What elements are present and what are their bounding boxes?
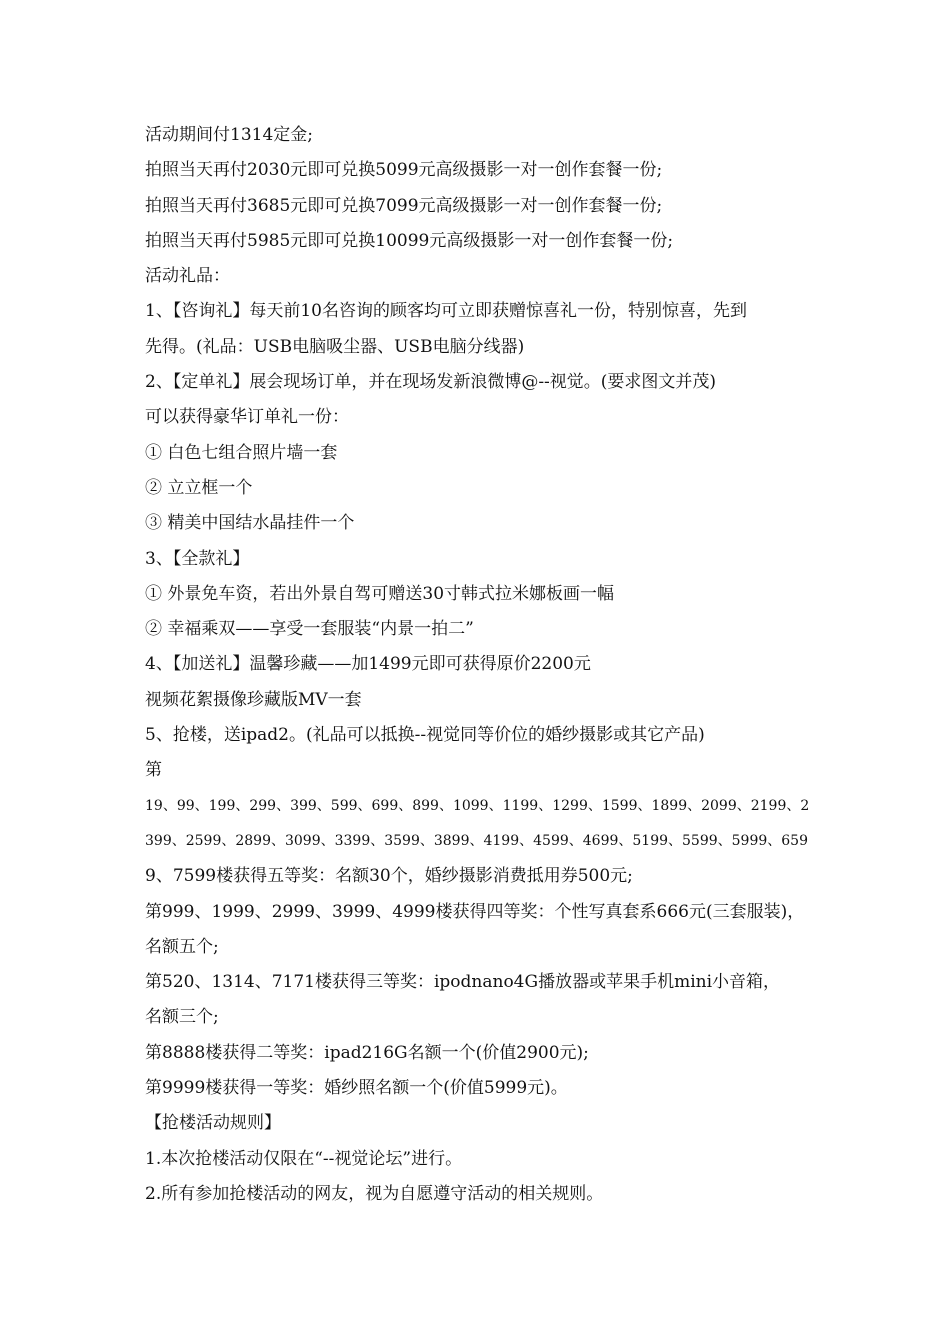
full-payment-gift-item-1: ① 外景免车资，若出外景自驾可赠送30寸韩式拉米娜板画一幅 xyxy=(145,583,615,604)
package-line-1: 拍照当天再付2030元即可兑换5099元高级摄影一对一创作套餐一份; xyxy=(145,160,663,181)
fifth-prize-line-2: 19、99、199、299、399、599、699、899、1099、1199、1299、1599、1899、2099、2199、2 xyxy=(145,797,810,814)
rule-1: 1.本次抢楼活动仅限在“--视觉论坛”进行。 xyxy=(145,1148,463,1169)
third-prize-line-2: 名额三个; xyxy=(145,1007,219,1028)
order-gift-item-2: ② 立立框一个 xyxy=(145,477,253,498)
gifts-heading: 活动礼品： xyxy=(145,266,230,287)
order-gift-item-1: ① 白色七组合照片墙一套 xyxy=(145,442,338,463)
deposit-line: 活动期间付1314定金; xyxy=(145,125,313,145)
consult-gift-line-2: 先得。(礼品：USB电脑吸尘器、USB电脑分线器) xyxy=(145,336,525,357)
rule-2: 2.所有参加抢楼活动的网友，视为自愿遵守活动的相关规则。 xyxy=(145,1183,604,1204)
fourth-prize-line-1: 第999、1999、2999、3999、4999楼获得四等奖：个性写真套系666元(三套服装)， xyxy=(145,901,805,922)
fourth-prize-line-2: 名额五个; xyxy=(145,936,219,957)
order-gift-item-3: ③ 精美中国结水晶挂件一个 xyxy=(145,513,355,534)
bonus-gift-line-1: 4、【加送礼】温馨珍藏——加1499元即可获得原价2200元 xyxy=(145,654,591,675)
third-prize-line-1: 第520、1314、7171楼获得三等奖：ipodnano4G播放器或苹果手机mini小音箱， xyxy=(145,972,781,993)
floor-grab-line: 5、抢楼，送ipad2。(礼品可以抵换--视觉同等价位的婚纱摄影或其它产品) xyxy=(145,725,705,746)
rules-heading: 【抢楼活动规则】 xyxy=(145,1113,281,1134)
fifth-prize-line-4: 9、7599楼获得五等奖：名额30个，婚纱摄影消费抵用券500元; xyxy=(145,866,633,887)
full-payment-gift-item-2: ② 幸福乘双——享受一套服装“内景一拍二” xyxy=(145,619,474,640)
package-line-3: 拍照当天再付5985元即可兑换10099元高级摄影一对一创作套餐一份; xyxy=(145,230,674,251)
second-prize-line: 第8888楼获得二等奖：ipad216G名额一个(价值2900元); xyxy=(145,1042,589,1063)
order-gift-line-1: 2、【定单礼】展会现场订单，并在现场发新浪微博@--视觉。(要求图文并茂) xyxy=(145,372,717,393)
first-prize-line: 第9999楼获得一等奖：婚纱照名额一个(价值5999元)。 xyxy=(145,1078,568,1099)
package-line-2: 拍照当天再付3685元即可兑换7099元高级摄影一对一创作套餐一份; xyxy=(145,195,663,216)
order-gift-line-2: 可以获得豪华订单礼一份： xyxy=(145,407,349,428)
fifth-prize-line-3: 399、2599、2899、3099、3399、3599、3899、4199、4599、4699、5199、5599、5999、659 xyxy=(145,832,808,849)
full-payment-gift-heading: 3、【全款礼】 xyxy=(145,548,250,569)
bonus-gift-line-2: 视频花絮摄像珍藏版MV一套 xyxy=(145,689,362,710)
document-body xyxy=(145,118,810,1212)
consult-gift-line-1: 1、【咨询礼】每天前10名咨询的顾客均可立即获赠惊喜礼一份，特别惊喜，先到 xyxy=(145,301,747,322)
fifth-prize-line-1: 第 xyxy=(145,760,162,781)
